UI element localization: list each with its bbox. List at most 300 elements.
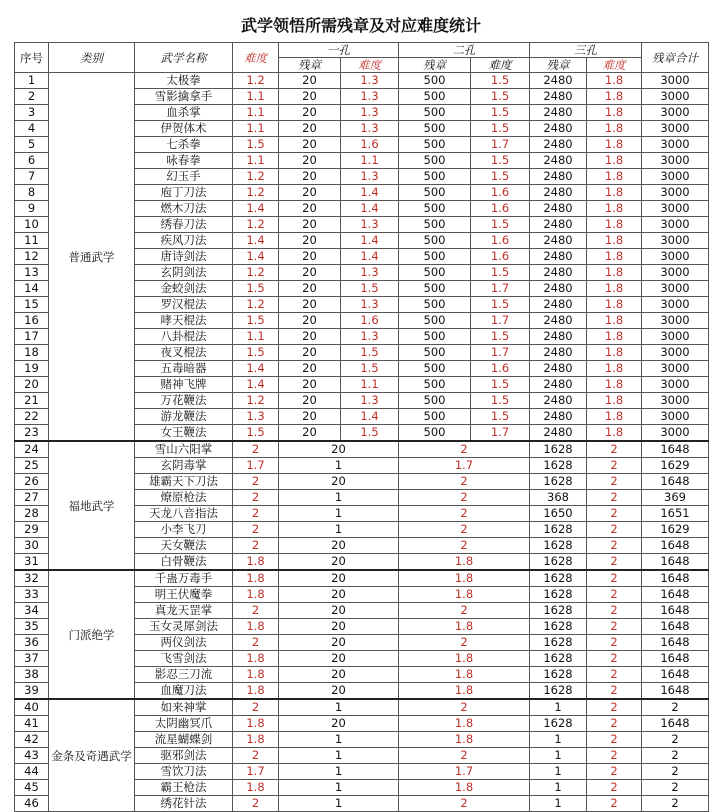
- cell-fragment-3: 2480: [530, 329, 587, 345]
- cell-total: 3000: [642, 297, 709, 313]
- cell-total: 3000: [642, 345, 709, 361]
- cell-fragment-3: 1628: [530, 667, 587, 683]
- cell-difficulty: 1.4: [233, 361, 279, 377]
- cell-seq: 17: [15, 329, 49, 345]
- cell-difficulty-3: 1.8: [587, 73, 642, 89]
- cell-seq: 23: [15, 425, 49, 442]
- cell-total: 1648: [642, 619, 709, 635]
- cell-fragment-2: 500: [399, 297, 471, 313]
- cell-total: 1648: [642, 441, 709, 458]
- cell-fragment-1: 1: [279, 458, 399, 474]
- cell-difficulty-2: 1.8: [399, 667, 530, 683]
- cell-difficulty-2: 1.5: [471, 169, 530, 185]
- cell-difficulty-3: 2: [587, 570, 642, 587]
- cell-difficulty: 2: [233, 506, 279, 522]
- cell-fragment-3: 1: [530, 732, 587, 748]
- cell-difficulty-3: 2: [587, 796, 642, 812]
- cell-difficulty-3: 1.8: [587, 345, 642, 361]
- cell-seq: 26: [15, 474, 49, 490]
- cell-difficulty-1: 1.4: [341, 249, 399, 265]
- cell-difficulty: 1.8: [233, 570, 279, 587]
- cell-difficulty-2: 1.7: [471, 425, 530, 442]
- cell-fragment-1: 1: [279, 764, 399, 780]
- cell-fragment-1: 1: [279, 732, 399, 748]
- cell-fragment-3: 1: [530, 796, 587, 812]
- cell-fragment-1: 1: [279, 490, 399, 506]
- header-fragment-3: 残章: [530, 58, 587, 73]
- cell-total: 1648: [642, 716, 709, 732]
- cell-seq: 24: [15, 441, 49, 458]
- cell-difficulty-3: 1.8: [587, 185, 642, 201]
- cell-fragment-3: 2480: [530, 281, 587, 297]
- cell-seq: 5: [15, 137, 49, 153]
- cell-fragment-1: 20: [279, 185, 341, 201]
- cell-difficulty-1: 1.3: [341, 297, 399, 313]
- cell-difficulty-1: 1.5: [341, 281, 399, 297]
- cell-total: 3000: [642, 89, 709, 105]
- cell-seq: 9: [15, 201, 49, 217]
- cell-seq: 37: [15, 651, 49, 667]
- cell-difficulty: 1.8: [233, 667, 279, 683]
- cell-fragment-2: 500: [399, 313, 471, 329]
- cell-fragment-1: 20: [279, 153, 341, 169]
- cell-fragment-3: 2480: [530, 105, 587, 121]
- cell-seq: 31: [15, 554, 49, 571]
- cell-difficulty-1: 1.3: [341, 105, 399, 121]
- cell-name: 白骨鞭法: [135, 554, 233, 571]
- cell-difficulty-3: 1.8: [587, 361, 642, 377]
- header-difficulty: 难度: [233, 43, 279, 73]
- cell-total: 2: [642, 780, 709, 796]
- cell-total: 2: [642, 732, 709, 748]
- cell-seq: 39: [15, 683, 49, 700]
- cell-total: 1648: [642, 538, 709, 554]
- cell-fragment-2: 500: [399, 233, 471, 249]
- cell-seq: 20: [15, 377, 49, 393]
- cell-fragment-3: 1628: [530, 474, 587, 490]
- cell-difficulty-3: 2: [587, 716, 642, 732]
- cell-difficulty-3: 1.8: [587, 121, 642, 137]
- cell-difficulty: 2: [233, 474, 279, 490]
- cell-seq: 22: [15, 409, 49, 425]
- cell-fragment-3: 2480: [530, 313, 587, 329]
- cell-total: 1651: [642, 506, 709, 522]
- cell-name: 庖丁刀法: [135, 185, 233, 201]
- cell-seq: 8: [15, 185, 49, 201]
- cell-difficulty: 1.2: [233, 393, 279, 409]
- cell-name: 影忍三刀流: [135, 667, 233, 683]
- cell-difficulty-3: 2: [587, 780, 642, 796]
- cell-seq: 6: [15, 153, 49, 169]
- cell-seq: 3: [15, 105, 49, 121]
- cell-fragment-3: 1628: [530, 651, 587, 667]
- cell-difficulty-2: 1.7: [471, 281, 530, 297]
- cell-fragment-1: 20: [279, 716, 399, 732]
- cell-difficulty-1: 1.1: [341, 377, 399, 393]
- cell-difficulty-2: 1.8: [399, 716, 530, 732]
- cell-difficulty-2: 1.5: [471, 393, 530, 409]
- cell-difficulty: 1.8: [233, 683, 279, 700]
- cell-fragment-2: 500: [399, 185, 471, 201]
- cell-fragment-3: 2480: [530, 89, 587, 105]
- cell-fragment-2: 500: [399, 217, 471, 233]
- cell-difficulty-2: 1.5: [471, 217, 530, 233]
- cell-difficulty-1: 1.4: [341, 201, 399, 217]
- cell-fragment-1: 20: [279, 393, 341, 409]
- cell-fragment-1: 20: [279, 297, 341, 313]
- cell-fragment-2: 500: [399, 377, 471, 393]
- cell-fragment-3: 1628: [530, 635, 587, 651]
- cell-name: 雪饮刀法: [135, 764, 233, 780]
- cell-fragment-3: 1628: [530, 458, 587, 474]
- cell-difficulty: 1.2: [233, 73, 279, 89]
- cell-name: 太极拳: [135, 73, 233, 89]
- header-one-slot: 一孔: [279, 43, 399, 58]
- cell-difficulty: 1.4: [233, 377, 279, 393]
- cell-fragment-1: 1: [279, 796, 399, 812]
- cell-difficulty-2: 1.8: [399, 651, 530, 667]
- cell-difficulty-1: 1.3: [341, 89, 399, 105]
- cell-fragment-2: 500: [399, 137, 471, 153]
- cell-difficulty-2: 1.5: [471, 265, 530, 281]
- cell-fragment-1: 1: [279, 699, 399, 716]
- cell-total: 1648: [642, 554, 709, 571]
- cell-fragment-2: 500: [399, 361, 471, 377]
- cell-difficulty: 2: [233, 522, 279, 538]
- cell-difficulty: 1.4: [233, 233, 279, 249]
- cell-total: 3000: [642, 281, 709, 297]
- cell-seq: 38: [15, 667, 49, 683]
- cell-difficulty-3: 1.8: [587, 329, 642, 345]
- cell-difficulty-2: 1.6: [471, 249, 530, 265]
- cell-difficulty: 1.2: [233, 217, 279, 233]
- cell-seq: 40: [15, 699, 49, 716]
- cell-fragment-3: 368: [530, 490, 587, 506]
- cell-total: 3000: [642, 361, 709, 377]
- cell-fragment-3: 2480: [530, 169, 587, 185]
- cell-name: 两仪剑法: [135, 635, 233, 651]
- cell-fragment-3: 1628: [530, 716, 587, 732]
- cell-seq: 4: [15, 121, 49, 137]
- cell-fragment-3: 2480: [530, 377, 587, 393]
- cell-seq: 16: [15, 313, 49, 329]
- cell-difficulty-3: 2: [587, 667, 642, 683]
- cell-difficulty-2: 2: [399, 635, 530, 651]
- cell-total: 1648: [642, 474, 709, 490]
- cell-seq: 1: [15, 73, 49, 89]
- cell-seq: 10: [15, 217, 49, 233]
- cell-difficulty-2: 1.5: [471, 105, 530, 121]
- cell-fragment-2: 500: [399, 409, 471, 425]
- cell-fragment-1: 20: [279, 73, 341, 89]
- cell-seq: 15: [15, 297, 49, 313]
- cell-total: 2: [642, 699, 709, 716]
- cell-fragment-1: 20: [279, 169, 341, 185]
- cell-fragment-2: 500: [399, 73, 471, 89]
- cell-difficulty-2: 1.5: [471, 89, 530, 105]
- cell-difficulty-2: 1.7: [471, 137, 530, 153]
- cell-fragment-3: 2480: [530, 249, 587, 265]
- cell-fragment-2: 500: [399, 89, 471, 105]
- cell-difficulty-1: 1.3: [341, 73, 399, 89]
- cell-fragment-2: 500: [399, 169, 471, 185]
- cell-difficulty-3: 2: [587, 748, 642, 764]
- cell-difficulty-3: 1.8: [587, 201, 642, 217]
- cell-difficulty-1: 1.5: [341, 345, 399, 361]
- cell-difficulty: 1.8: [233, 716, 279, 732]
- cell-total: 3000: [642, 425, 709, 442]
- table-row: [15, 441, 709, 458]
- header-name: 武学名称: [135, 43, 233, 73]
- cell-difficulty-1: 1.3: [341, 169, 399, 185]
- cell-total: 3000: [642, 105, 709, 121]
- cell-fragment-1: 20: [279, 361, 341, 377]
- cell-difficulty-3: 2: [587, 619, 642, 635]
- cell-fragment-3: 1628: [530, 683, 587, 700]
- cell-name: 玄阴毒掌: [135, 458, 233, 474]
- cell-difficulty-2: 1.8: [399, 570, 530, 587]
- cell-difficulty-3: 2: [587, 490, 642, 506]
- cell-name: 飞雪剑法: [135, 651, 233, 667]
- cell-fragment-3: 1628: [530, 441, 587, 458]
- cell-difficulty-2: 2: [399, 748, 530, 764]
- cell-difficulty-2: 1.6: [471, 201, 530, 217]
- cell-difficulty: 1.1: [233, 105, 279, 121]
- cell-fragment-1: 20: [279, 265, 341, 281]
- cell-fragment-3: 2480: [530, 297, 587, 313]
- category-cell: 金条及奇遇武学: [49, 699, 135, 812]
- cell-difficulty-3: 2: [587, 699, 642, 716]
- cell-seq: 19: [15, 361, 49, 377]
- cell-fragment-1: 20: [279, 474, 399, 490]
- cell-difficulty-2: 1.8: [399, 732, 530, 748]
- cell-fragment-3: 2480: [530, 153, 587, 169]
- cell-difficulty-1: 1.1: [341, 153, 399, 169]
- cell-total: 369: [642, 490, 709, 506]
- cell-difficulty: 1.3: [233, 409, 279, 425]
- cell-name: 绣春刀法: [135, 217, 233, 233]
- cell-fragment-3: 2480: [530, 201, 587, 217]
- cell-difficulty-3: 2: [587, 651, 642, 667]
- cell-difficulty-3: 1.8: [587, 313, 642, 329]
- cell-fragment-2: 500: [399, 201, 471, 217]
- cell-difficulty-2: 2: [399, 441, 530, 458]
- cell-difficulty-2: 1.5: [471, 73, 530, 89]
- cell-fragment-1: 20: [279, 425, 341, 442]
- cell-difficulty: 1.5: [233, 425, 279, 442]
- stats-table: [14, 42, 709, 812]
- cell-difficulty-2: 1.6: [471, 185, 530, 201]
- header-seq: 序号: [15, 43, 49, 73]
- cell-total: 3000: [642, 121, 709, 137]
- cell-fragment-1: 20: [279, 249, 341, 265]
- cell-name: 明王伏魔拳: [135, 587, 233, 603]
- cell-difficulty-1: 1.4: [341, 185, 399, 201]
- cell-difficulty: 1.8: [233, 732, 279, 748]
- cell-total: 1648: [642, 635, 709, 651]
- cell-fragment-1: 20: [279, 121, 341, 137]
- table-body: [15, 73, 709, 812]
- cell-fragment-3: 2480: [530, 121, 587, 137]
- cell-total: 3000: [642, 73, 709, 89]
- cell-difficulty-3: 1.8: [587, 265, 642, 281]
- cell-fragment-3: 2480: [530, 217, 587, 233]
- cell-total: 3000: [642, 185, 709, 201]
- cell-seq: 14: [15, 281, 49, 297]
- cell-difficulty-3: 1.8: [587, 233, 642, 249]
- cell-seq: 32: [15, 570, 49, 587]
- cell-name: 真龙天罡掌: [135, 603, 233, 619]
- cell-seq: 33: [15, 587, 49, 603]
- cell-name: 咏春拳: [135, 153, 233, 169]
- cell-name: 赌神飞牌: [135, 377, 233, 393]
- cell-total: 3000: [642, 201, 709, 217]
- cell-difficulty: 2: [233, 538, 279, 554]
- cell-fragment-2: 500: [399, 425, 471, 442]
- cell-difficulty: 1.2: [233, 265, 279, 281]
- cell-name: 太阴幽冥爪: [135, 716, 233, 732]
- cell-fragment-1: 20: [279, 201, 341, 217]
- cell-difficulty: 1.2: [233, 297, 279, 313]
- cell-fragment-2: 500: [399, 121, 471, 137]
- cell-name: 燃木刀法: [135, 201, 233, 217]
- cell-total: 1648: [642, 683, 709, 700]
- page-title: 武学领悟所需残章及对应难度统计: [240, 16, 481, 35]
- cell-difficulty-1: 1.3: [341, 217, 399, 233]
- cell-difficulty: 1.5: [233, 345, 279, 361]
- header-difficulty-1: 难度: [341, 58, 399, 73]
- cell-difficulty: 1.1: [233, 153, 279, 169]
- cell-difficulty-1: 1.5: [341, 361, 399, 377]
- cell-seq: 42: [15, 732, 49, 748]
- cell-name: 金蛟剑法: [135, 281, 233, 297]
- cell-total: 1648: [642, 603, 709, 619]
- cell-total: 3000: [642, 313, 709, 329]
- cell-seq: 18: [15, 345, 49, 361]
- cell-total: 2: [642, 748, 709, 764]
- cell-difficulty-2: 1.8: [399, 554, 530, 571]
- cell-fragment-3: 2480: [530, 361, 587, 377]
- cell-seq: 11: [15, 233, 49, 249]
- cell-name: 幻玉手: [135, 169, 233, 185]
- cell-difficulty-1: 1.6: [341, 137, 399, 153]
- cell-difficulty-3: 2: [587, 522, 642, 538]
- cell-name: 天龙八音指法: [135, 506, 233, 522]
- cell-difficulty: 2: [233, 635, 279, 651]
- cell-difficulty-1: 1.3: [341, 265, 399, 281]
- cell-difficulty: 1.4: [233, 201, 279, 217]
- cell-fragment-1: 20: [279, 441, 399, 458]
- cell-difficulty: 1.7: [233, 764, 279, 780]
- cell-seq: 25: [15, 458, 49, 474]
- cell-name: 如来神掌: [135, 699, 233, 716]
- header-difficulty-2: 难度: [471, 58, 530, 73]
- cell-name: 千蛊万毒手: [135, 570, 233, 587]
- cell-fragment-3: 1: [530, 699, 587, 716]
- cell-difficulty-2: 2: [399, 522, 530, 538]
- cell-name: 疾风刀法: [135, 233, 233, 249]
- cell-fragment-3: 1650: [530, 506, 587, 522]
- cell-name: 天女鞭法: [135, 538, 233, 554]
- cell-name: 雄霸天下刀法: [135, 474, 233, 490]
- cell-difficulty-3: 2: [587, 506, 642, 522]
- cell-difficulty-2: 1.7: [471, 313, 530, 329]
- header-category: 类别: [49, 43, 135, 73]
- cell-total: 1648: [642, 587, 709, 603]
- cell-difficulty: 1.8: [233, 651, 279, 667]
- cell-seq: 7: [15, 169, 49, 185]
- category-cell: 门派绝学: [49, 570, 135, 699]
- cell-difficulty-1: 1.5: [341, 425, 399, 442]
- category-cell: 普通武学: [49, 73, 135, 442]
- cell-difficulty: 1.1: [233, 121, 279, 137]
- cell-name: 唐诗剑法: [135, 249, 233, 265]
- cell-fragment-2: 500: [399, 393, 471, 409]
- table-row: [15, 570, 709, 587]
- cell-fragment-3: 2480: [530, 345, 587, 361]
- cell-difficulty: 2: [233, 441, 279, 458]
- cell-total: 1629: [642, 522, 709, 538]
- cell-total: 2: [642, 764, 709, 780]
- cell-difficulty: 1.5: [233, 313, 279, 329]
- cell-name: 玉女灵犀剑法: [135, 619, 233, 635]
- cell-fragment-1: 20: [279, 603, 399, 619]
- cell-fragment-3: 2480: [530, 185, 587, 201]
- header-fragment-2: 残章: [399, 58, 471, 73]
- cell-fragment-1: 20: [279, 233, 341, 249]
- cell-difficulty: 2: [233, 699, 279, 716]
- cell-difficulty: 1.8: [233, 587, 279, 603]
- cell-difficulty-2: 1.5: [471, 153, 530, 169]
- cell-difficulty-2: 1.8: [399, 587, 530, 603]
- cell-seq: 45: [15, 780, 49, 796]
- table-header: [15, 43, 709, 73]
- cell-name: 夜叉棍法: [135, 345, 233, 361]
- cell-total: 3000: [642, 217, 709, 233]
- header-total: 残章合计: [642, 43, 709, 73]
- cell-difficulty-2: 2: [399, 490, 530, 506]
- cell-difficulty-3: 2: [587, 587, 642, 603]
- cell-total: 3000: [642, 393, 709, 409]
- cell-seq: 2: [15, 89, 49, 105]
- cell-difficulty-3: 1.8: [587, 153, 642, 169]
- header-two-slot: 二孔: [399, 43, 530, 58]
- cell-fragment-3: 2480: [530, 409, 587, 425]
- cell-name: 伊贺体术: [135, 121, 233, 137]
- table-row: [15, 73, 709, 89]
- cell-difficulty: 1.5: [233, 281, 279, 297]
- cell-fragment-3: 2480: [530, 233, 587, 249]
- cell-fragment-1: 20: [279, 587, 399, 603]
- cell-difficulty: 2: [233, 490, 279, 506]
- cell-difficulty-3: 1.8: [587, 281, 642, 297]
- cell-fragment-2: 500: [399, 329, 471, 345]
- header-difficulty-3: 难度: [587, 58, 642, 73]
- cell-fragment-3: 1628: [530, 603, 587, 619]
- cell-seq: 13: [15, 265, 49, 281]
- cell-total: 1648: [642, 667, 709, 683]
- cell-difficulty-2: 1.7: [399, 764, 530, 780]
- cell-difficulty-3: 1.8: [587, 169, 642, 185]
- cell-difficulty-3: 2: [587, 474, 642, 490]
- header-fragment-1: 残章: [279, 58, 341, 73]
- cell-fragment-3: 1628: [530, 619, 587, 635]
- cell-difficulty-3: 2: [587, 538, 642, 554]
- cell-difficulty-3: 1.8: [587, 377, 642, 393]
- cell-fragment-2: 500: [399, 105, 471, 121]
- cell-fragment-3: 2480: [530, 393, 587, 409]
- cell-difficulty: 1.8: [233, 780, 279, 796]
